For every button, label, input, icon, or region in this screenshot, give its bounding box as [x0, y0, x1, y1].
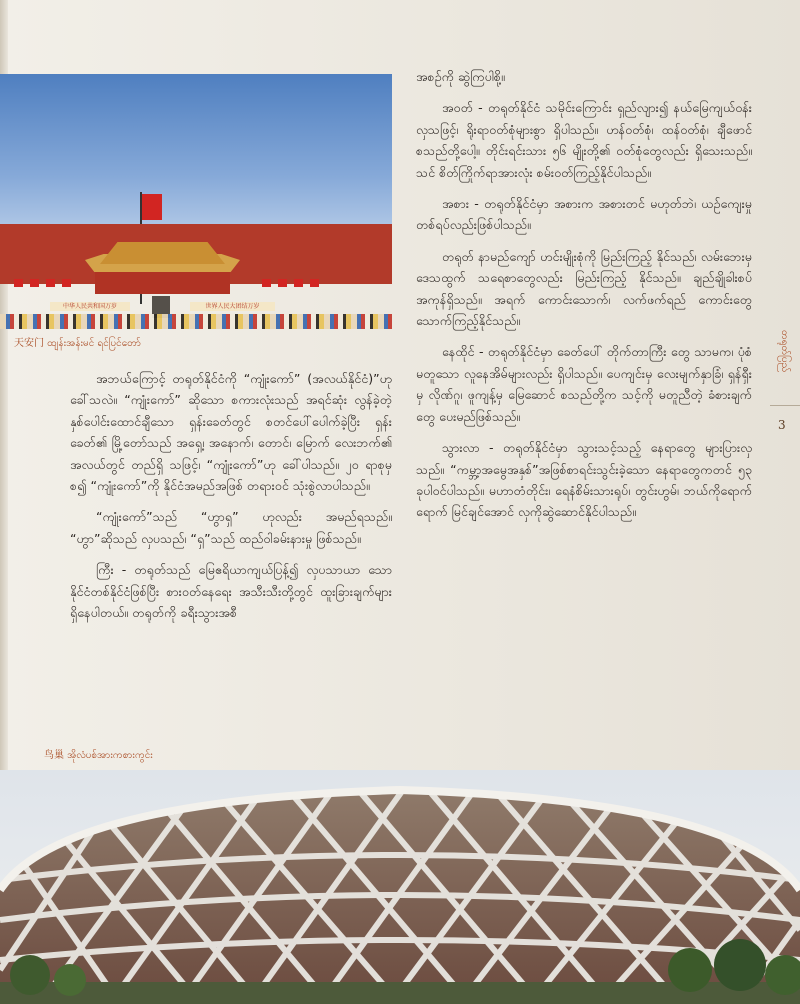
small-flag — [278, 279, 287, 287]
banner-right-text: 世界人民大团结万岁 — [205, 303, 260, 310]
stadium-illustration — [0, 770, 800, 1004]
photo-sky — [0, 74, 392, 244]
paragraph: ကြီး - တရုတ်သည် မြေဧရိယာကျယ်ပြန့်၍ လှပသာယာ သောနိုင်ငံတစ်နိုင်ငံဖြစ်ပြီး စားဝတ်နေရေး အသီးသီးတို့တွင် ထူးခြားချက်များ ရှိနေပါတယ်။ တရုတ်ကို ခရီးသွားအစီ — [70, 562, 392, 621]
paragraph: သွားလာ - တရုတ်နိုင်ငံမှာ သွားသင့်သည့် နေရာတွေ များပြားလှသည်။ “ကမ္ဘာ့အမွေအနှစ်”အဖြစ်စာရင်းသွင်းခဲ့သော နေရာတွေကတင် ၅၃ ခုပါဝင်ပါသည်။ မဟာတံတိုင်း၊ ရေနံစိမ်းသားရုပ်၊ တွင်းဟွမ်၊ ဘယ်ကိုရောက်ရောက် မြင်ချင်အောင် လှကိုဆွဲဆောင်နိုင်ပါသည်။ — [416, 440, 752, 520]
paragraph: နေထိုင် - တရုတ်နိုင်ငံမှာ ခေတ်ပေါ် တိုက်တာကြီး တွေ သာမက၊ ပုံစံ မတူသော လူနေအိမ်များလည်း ရှိပါသည်။ ပေကျင်းမှ လေးမျက်နှာခြံ၊ ရှန်ရှီးမှ လိုဏ်ဂူ၊ ဖူကျန့်မှ မြေဆောင် စသည်တို့က သင့်ကို မတူညီတဲ့ ခံစားချက်တွေ ပေးမည်ဖြစ်သည်။ — [416, 344, 752, 424]
paragraph: အဝတ် - တရုတ်နိုင်ငံ သမိုင်းကြောင်း ရှည်လျား၍ နယ်မြေကျယ်ဝန်းလှသဖြင့်၊ ရိုးရာဝတ်စုံများစွာ ရှိပါသည်။ ဟန်ဝတ်စုံ၊ ထန်ဝတ်စုံ၊ ချီဖောင်စသည်တို့ပေါ့။ တိုင်းရင်းသား ၅၆ မျိုးတို့၏ ဝတ်စုံတွေလည်း ရှိသေးသည်။ သင် စိတ်ကြိုက်ရာအားလုံး စမ်းဝတ်ကြည့်နိုင်ပါသည်။ — [416, 100, 752, 180]
small-flag — [262, 279, 271, 287]
small-flag — [14, 279, 23, 287]
paragraph: အစား - တရုတ်နိုင်ငံမှာ အစားက အစားတင် မဟုတ်ဘဲ၊ ယဉ်ကျေးမှု တစ်ရပ်လည်းဖြစ်ပါသည်။ — [416, 196, 752, 233]
side-divider — [770, 405, 800, 406]
small-flag — [294, 279, 303, 287]
gate-pavilion — [95, 272, 230, 294]
photo-caption-bottom: 鸟巢 အိုလံပစ်အားကစားကွင်း — [44, 750, 153, 761]
gate-roof-upper — [100, 242, 225, 264]
left-text-column — [70, 368, 392, 633]
tiananmen-photo — [0, 74, 392, 329]
banner-left — [50, 302, 130, 311]
page-number: 3 — [778, 418, 786, 432]
section-label: တရုတ်ပြည် — [779, 330, 790, 373]
right-text-column — [416, 66, 752, 533]
paragraph: “ကျုံးကော်”သည် “ဟွာရှ” ဟုလည်း အမည်ရသည်။ “ဟွာ”ဆိုသည် လှပသည်၊ “ရှ”သည် ထည်ဝါခမ်းနားမှု ဖြစ်သည်။ — [70, 509, 392, 546]
photo-caption-top: 天安门 ထျန်းအန်းမင် ရင်ပြင်တော် — [14, 338, 141, 349]
crowd — [0, 314, 392, 329]
red-flag — [142, 194, 162, 220]
paragraph: တရုတ် နာမည်ကျော် ဟင်းမျိုးစုံကို မြည်းကြည့် နိုင်သည်၊ လမ်းဘေးမှ ဒေသထွက် သရေစာတွေလည်း မြည်းကြည့် နိုင်သည်။ ချည်ချိုခါးစပ် အကုန်ရှိသည်။ အရက် ကောင်းသောက်၊ လက်ဖက်ရည် ကောင်းတွေ သောက်ကြည့်နိုင်သည်။ — [416, 248, 752, 329]
small-flag — [46, 279, 55, 287]
small-flag — [62, 279, 71, 287]
birds-nest-photo — [0, 770, 800, 1004]
small-flag — [30, 279, 39, 287]
paragraph: အဘယ်ကြောင့် တရုတ်နိုင်ငံကို “ကျုံးကော်” (အလယ်နိုင်ငံ)”ဟု ခေါ်သလဲ။ “ကျုံးကော်” ဆိုသော စကားလုံးသည် အရင်ဆုံး လွန်ခဲ့တဲ့ နှစ်ပေါင်းထောင်ချီသော ရှန်းခေတ်တွင် စတင်ပေါ်ပေါက်ခဲ့ပြီး ရှန်းခေတ်၏ မြို့တော်သည် အရှေ့၊ အနောက်၊ တောင်၊ မြောက် လေးဘက်၏ အလယ်တွင် တည်ရှိ သဖြင့်၊ “ကျုံးကော်”ဟု ခေါ်ပါသည်။ ၂၀ ရာစုမှစ၍ “ကျုံးကော်”ကို နိုင်ငံအမည်အဖြစ် တရားဝင် သုံးစွဲလာပါသည်။ — [70, 371, 392, 494]
small-flag — [310, 279, 319, 287]
paragraph: အစဉ်ကို ဆွဲကြပါစို့။ — [416, 69, 505, 84]
banner-left-text: 中华人民共和国万岁 — [62, 303, 117, 310]
banner-right — [190, 302, 275, 311]
